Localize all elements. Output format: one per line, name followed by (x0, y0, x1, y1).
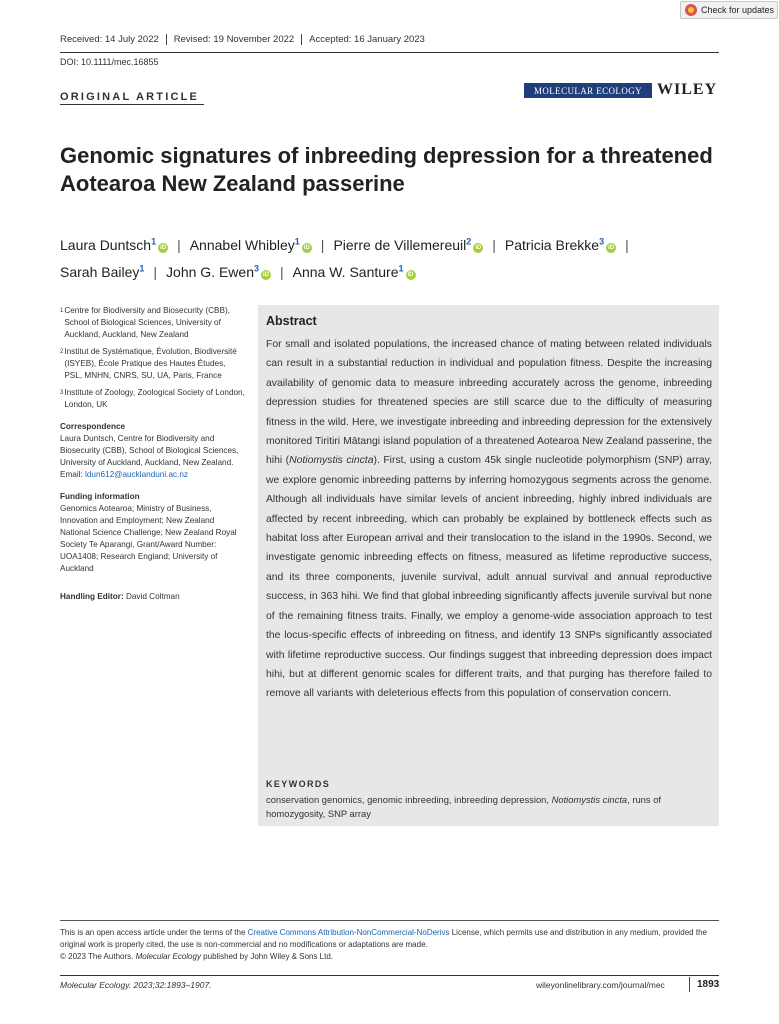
handling-editor-name: David Coltman (125, 592, 180, 601)
received-date: Received: 14 July 2022 (60, 34, 167, 45)
journal-url[interactable]: wileyonlinelibrary.com/journal/mec (536, 980, 665, 990)
affiliation (60, 346, 245, 382)
correspondence-text: Laura Duntsch, Centre for Biodiversity and Biosecurity (CBB), School of Biological Sciences, University of Auckland, Auckland, New Zealand. (60, 434, 239, 467)
abstract-text (266, 335, 712, 704)
footer-separator (689, 977, 690, 992)
author-separator: | (625, 236, 629, 253)
article-type-underline (60, 104, 204, 105)
author[interactable] (166, 264, 271, 280)
check-for-updates-label: Check for updates (701, 5, 775, 15)
author[interactable] (505, 237, 616, 253)
keywords-part: , runs of homozygosity, SNP array (266, 794, 662, 819)
author-separator: | (280, 264, 284, 281)
author-name: John G. Ewen (166, 264, 254, 281)
correspondence-heading: Correspondence (60, 422, 126, 431)
author-affiliation-ref: 3 (253, 263, 259, 274)
citation: Molecular Ecology. 2023;32:1893–1907. (60, 980, 212, 990)
article-title: Genomic signatures of inbreeding depression for a threatened Aotearoa New Zealand passerine (60, 143, 713, 196)
author-separator: | (492, 236, 496, 253)
author-affiliation-ref: 1 (139, 263, 145, 274)
correspondence-email-line (60, 469, 245, 481)
license-text: This is an open access article under the terms of the (60, 928, 248, 937)
article-type: ORIGINAL ARTICLE (60, 91, 200, 103)
author[interactable] (293, 264, 416, 280)
revised-date: Revised: 19 November 2022 (167, 34, 302, 45)
affiliation-text: Centre for Biodiversity and Biosecurity (CBB), School of Biological Sciences, University of Auckland, Auckland, New Zealand (64, 306, 230, 339)
orcid-icon[interactable]: iD (160, 244, 167, 251)
author-affiliation-ref: 1 (151, 236, 157, 246)
author[interactable] (190, 237, 312, 253)
author-name: Annabel Whibley (189, 236, 295, 253)
author-name: Pierre de Villemereuil (333, 236, 467, 253)
keywords-text (266, 793, 712, 821)
license-notice (60, 927, 719, 963)
keywords-heading: KEYWORDS (266, 779, 331, 789)
license-link[interactable]: Creative Commons Attribution-NonCommercial-NoDerivs (247, 928, 450, 937)
author[interactable] (60, 264, 144, 280)
handling-editor-label: Handling Editor: (60, 592, 124, 601)
author-affiliation-ref: 1 (398, 263, 404, 274)
copyright-text: © 2023 The Authors. (60, 952, 136, 961)
affiliation-number: 2 (60, 349, 64, 355)
crossmark-icon (685, 4, 697, 16)
publisher-logo: WILEY (657, 81, 718, 98)
affiliation-number: 3 (60, 390, 64, 396)
abstract-text-part: For small and isolated populations, the increased chance of mating between related individuals can result in a substantial reduction in individual and population fitness. Despite the increasing availability of genomic data to measure inbreeding accurately across the genome, inbreeding depression studies for threatened species are still scarce due to the difficulty of measuring fitness in the wild. Here, we investigate inbreeding and inbreeding depression for the extensively monitored Tiritiri Mātangi island population of a threatened Aotearoa New Zealand passerine, the hihi ( (266, 339, 712, 467)
species-name: Notiomystis cincta (289, 455, 374, 467)
author-affiliation-ref: 1 (294, 236, 300, 246)
email-link[interactable]: ldun612@aucklanduni.ac.nz (85, 470, 189, 479)
handling-editor-line (60, 591, 245, 603)
header-divider (60, 52, 719, 53)
license-text: License, which permits use and distribution in any medium, provided the original work is properly cited, the use is non-commercial and no modifications or adaptations are made. (60, 928, 707, 949)
accepted-date: Accepted: 16 January 2023 (309, 34, 425, 45)
affiliation (60, 387, 245, 411)
funding-heading: Funding information (60, 492, 140, 501)
author-name: Laura Duntsch (60, 236, 152, 253)
keywords-part: conservation genomics, genomic inbreeding, inbreeding depression, (266, 794, 552, 805)
author-affiliation-ref: 3 (599, 236, 605, 246)
footer-divider (60, 975, 719, 976)
author-list (60, 229, 740, 284)
orcid-icon[interactable]: iD (475, 244, 482, 251)
journal-logo-text: MOLECULAR ECOLOGY (533, 85, 643, 96)
author-affiliation-ref: 2 (466, 236, 472, 246)
author-separator: | (153, 264, 158, 281)
email-label: Email: (60, 470, 83, 479)
article-dates (60, 34, 432, 45)
affiliation-text: Institut de Systématique, Évolution, Biodiversité (ISYEB), École Pratique des Hautes Études, PSL, MNHN, CNRS, SU, UA, Paris, France (64, 347, 237, 380)
author-name: Anna W. Santure (292, 264, 399, 281)
affiliation-text: Institute of Zoology, Zoological Society of London, London, UK (64, 388, 245, 409)
author-separator: | (320, 236, 325, 253)
page-number: 1893 (697, 979, 720, 990)
orcid-icon[interactable]: iD (303, 244, 310, 251)
check-for-updates-button[interactable] (680, 1, 778, 19)
license-divider (60, 920, 719, 921)
orcid-icon[interactable]: iD (608, 244, 615, 251)
article-sidebar (60, 305, 245, 603)
doi: DOI: 10.1111/mec.16855 (60, 57, 159, 67)
funding-text: Genomics Aotearoa; Ministry of Business, Innovation and Employment; New Zealand National Science Challenge; New Zealand Royal Society Te Aparangi, Grant/Award Number: UOA1408; Research England; University of Auckland (60, 504, 237, 573)
copyright-journal: Molecular Ecology (135, 952, 201, 961)
orcid-icon[interactable]: iD (263, 272, 269, 279)
affiliation (60, 305, 245, 341)
orcid-icon[interactable]: iD (407, 272, 414, 279)
affiliation-number: 1 (60, 308, 64, 314)
journal-logo (524, 83, 652, 98)
author-separator: | (177, 236, 181, 253)
author-name: Patricia Brekke (504, 236, 600, 253)
author[interactable] (60, 237, 168, 253)
species-name: Notiomystis cincta (551, 794, 628, 805)
abstract-heading: Abstract (266, 314, 317, 328)
abstract-text-part: ). First, using a custom 45k single nucleotide polymorphism (SNP) array, we explore genomic inbreeding patterns by inferring homozygous segments across the genome. Although all individuals have similar levels of ancient inbreeding, highly inbred individuals are affected by recent inbreeding, which can probably be explained by bottleneck effects such as habitat loss after European arrival and their translocation to the island in the 1990s. Second, we investigate genomic inbreeding effects on fitness, measured as lifetime reproductive success, and its three components, juvenile survival, adult annual survival and annual reproductive success, in 363 hihi. We find that global inbreeding significantly affects juvenile survival but none of the remaining fitness traits. Finally, we employ a genome-wide association approach to test the locus-specific effects of inbreeding on fitness, and identify 13 SNPs significantly associated with lifetime reproductive success. Our findings suggest that inbreeding depression does impact hihi, but at different genomic scales for different traits, and that purging has therefore failed to remove all variants with deleterious effects from this population of conservation concern. (266, 455, 712, 700)
copyright-text: published by John Wiley & Sons Ltd. (200, 952, 334, 961)
author-name: Sarah Bailey (60, 264, 140, 281)
author[interactable] (333, 237, 483, 253)
